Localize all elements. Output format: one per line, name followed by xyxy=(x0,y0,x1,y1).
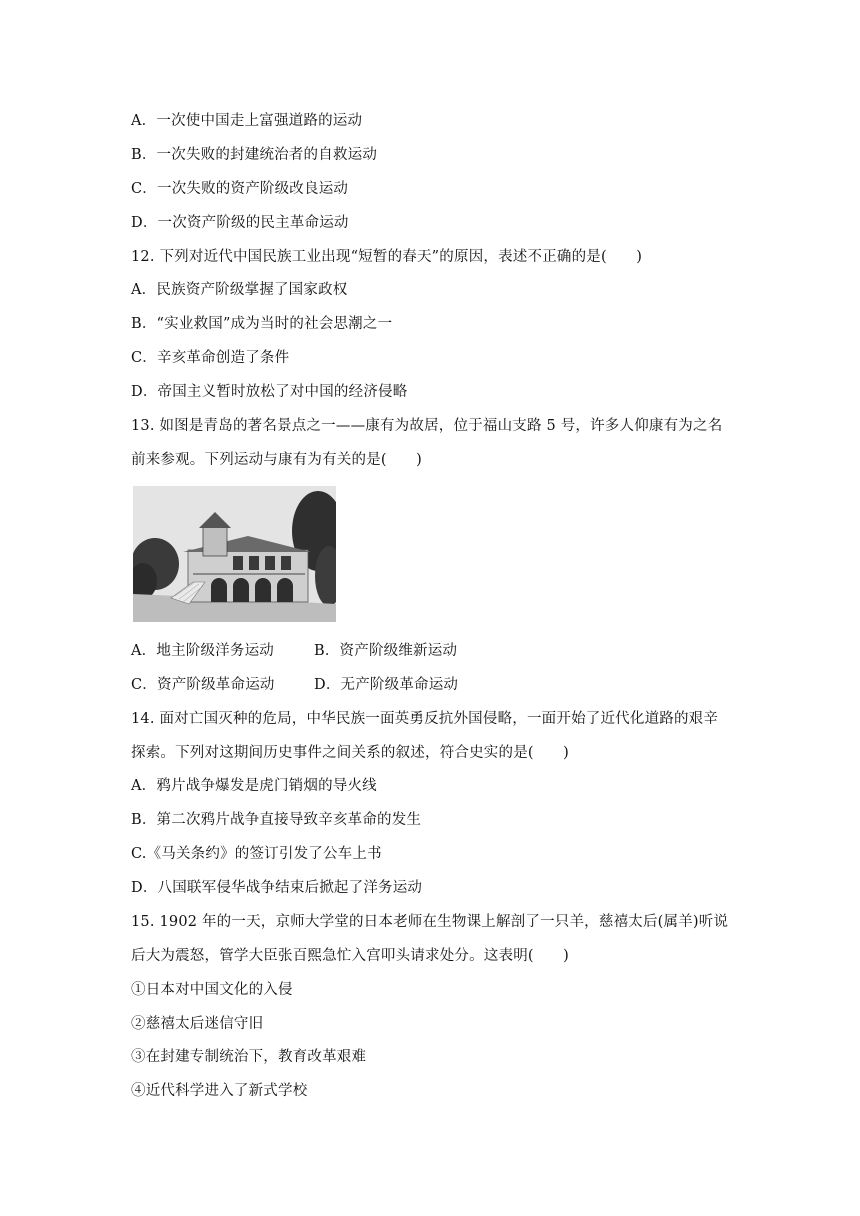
q14-option-a: A．鸦片战争爆发是虎门销烟的导火线 xyxy=(131,778,377,794)
q13-option-d: D．无产阶级革命运动 xyxy=(314,677,459,693)
q12-option-c: C．辛亥革命创造了条件 xyxy=(131,350,290,366)
q12-option-a: A．民族资产阶级掌握了国家政权 xyxy=(131,282,348,298)
q11-option-d: D．一次资产阶级的民主革命运动 xyxy=(131,215,349,231)
q15-item-2: ②慈禧太后迷信守旧 xyxy=(131,1016,264,1032)
q15-stem-line1: 15. 1902 年的一天，京师大学堂的日本老师在生物课上解剖了一只羊，慈禧太后(属羊)听说 xyxy=(131,914,729,930)
q14-option-b: B．第二次鸦片战争直接导致辛亥革命的发生 xyxy=(131,812,422,828)
q15-stem-line2: 后大为震怒，管学大臣张百熙急忙入宫叩头请求处分。这表明( ) xyxy=(131,948,570,964)
q14-option-c: C.《马关条约》的签订引发了公车上书 xyxy=(131,846,382,862)
q14-stem-line1: 14. 面对亡国灭种的危局，中华民族一面英勇反抗外国侵略，一面开始了近代化道路的艰辛 xyxy=(131,711,719,727)
q14-stem-line2: 探索。下列对这期间历史事件之间关系的叙述，符合史实的是( ) xyxy=(131,745,570,761)
q15-item-1: ①日本对中国文化的入侵 xyxy=(131,982,293,998)
q11-option-b: B．一次失败的封建统治者的自救运动 xyxy=(131,147,378,163)
kang-youwei-residence-photo xyxy=(133,486,336,622)
q13-options-row2 xyxy=(131,675,459,695)
q13-option-c: C．资产阶级革命运动 xyxy=(131,677,275,693)
q12-option-d: D．帝国主义暂时放松了对中国的经济侵略 xyxy=(131,384,408,400)
q11-option-c: C．一次失败的资产阶级改良运动 xyxy=(131,181,349,197)
q13-options-row1 xyxy=(131,641,458,661)
q13-option-a: A．地主阶级洋务运动 xyxy=(131,643,274,659)
q11-option-a: A．一次使中国走上富强道路的运动 xyxy=(131,113,363,129)
q13-stem-line1: 13. 如图是青岛的著名景点之一——康有为故居，位于福山支路 5 号，许多人仰康有为之名 xyxy=(131,418,723,434)
q13-stem-line2: 前来参观。下列运动与康有为有关的是( ) xyxy=(131,452,423,468)
q15-item-3: ③在封建专制统治下，教育改革艰难 xyxy=(131,1049,367,1065)
q15-item-4: ④近代科学进入了新式学校 xyxy=(131,1083,308,1099)
q12-option-b: B．“实业救国”成为当时的社会思潮之一 xyxy=(131,316,393,332)
q13-option-b: B．资产阶级维新运动 xyxy=(314,643,458,659)
q12-stem: 12. 下列对近代中国民族工业出现“短暂的春天”的原因，表述不正确的是( ) xyxy=(131,249,643,265)
q14-option-d: D．八国联军侵华战争结束后掀起了洋务运动 xyxy=(131,880,423,896)
